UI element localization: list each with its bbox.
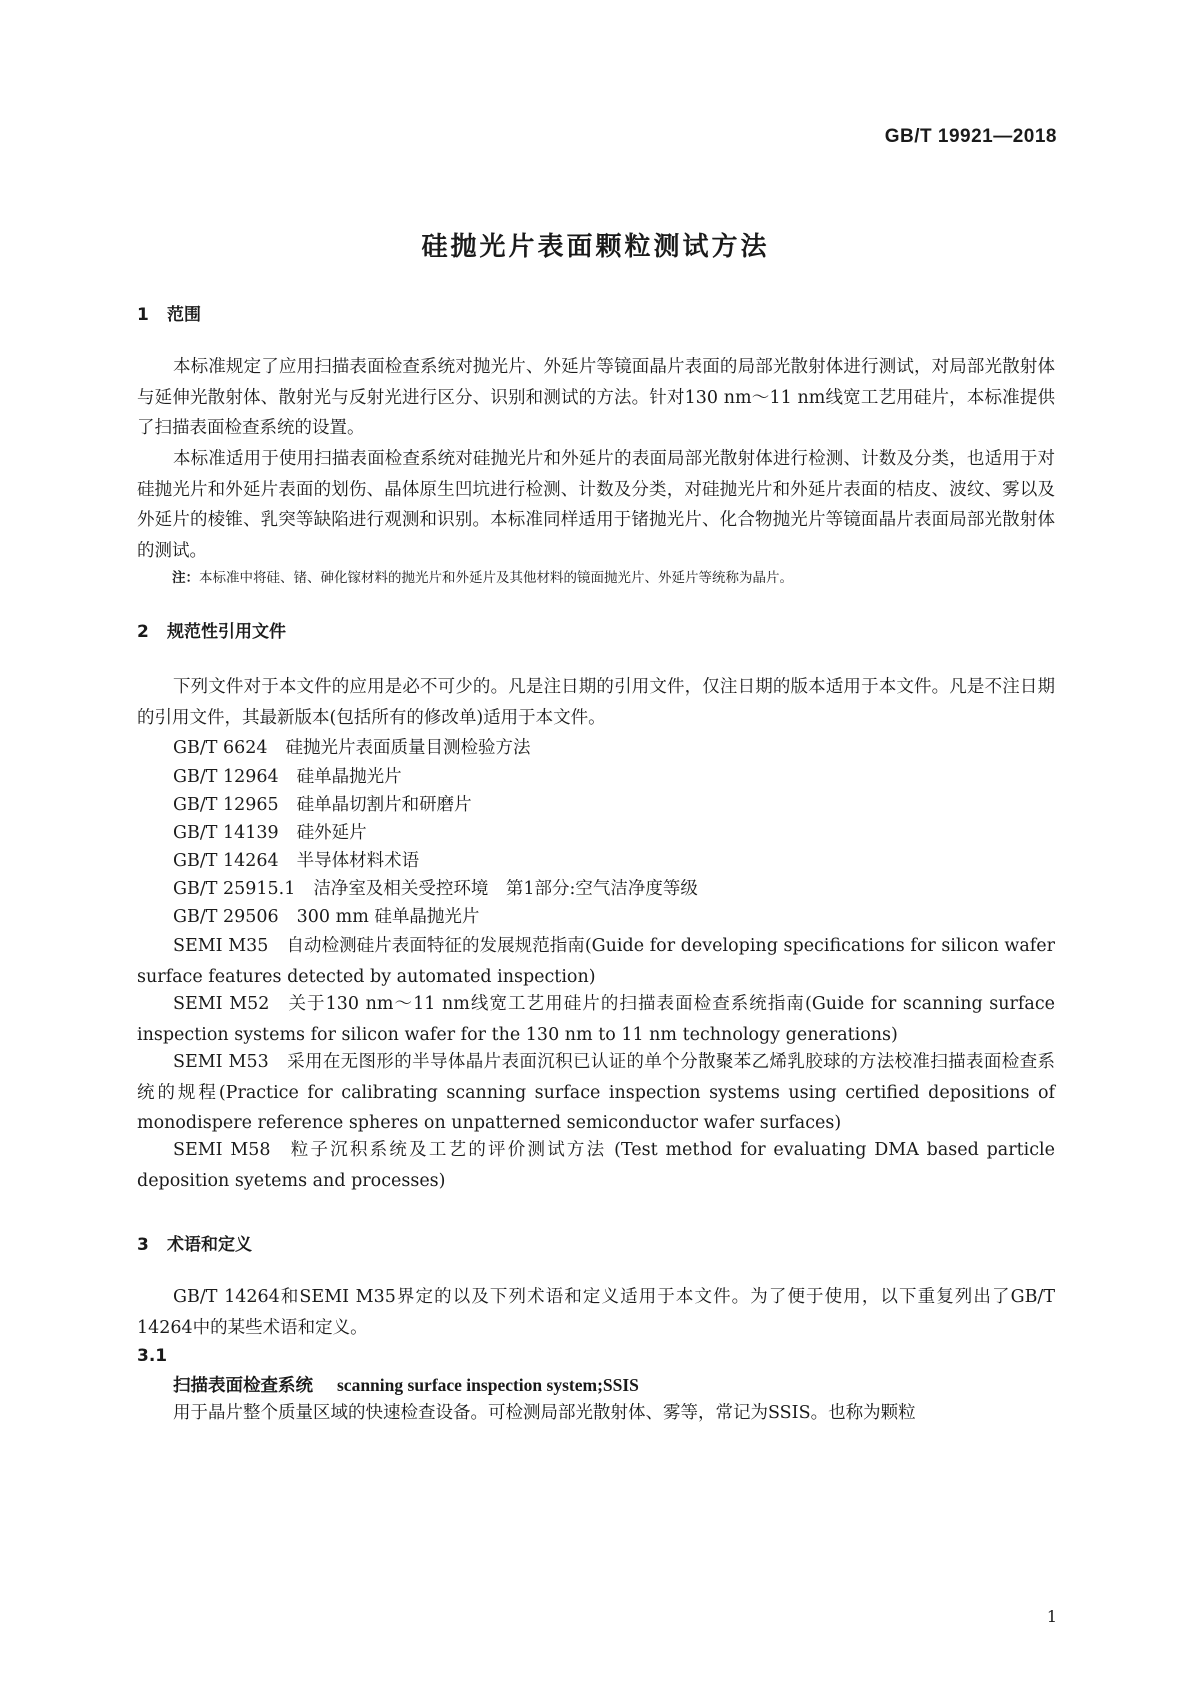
reference-title: 采用在无图形的半导体晶片表面沉积已认证的单个分散聚苯乙烯乳胶球的方法校准扫描表面检查系统的规程(Practice for calibrating scanning surface inspection systems using certified depositions of monodispere reference spheres on unpatterned semiconductor wafer surfaces) bbox=[137, 1052, 1055, 1133]
term-number: 3.1 bbox=[137, 1346, 168, 1366]
reference-item bbox=[137, 846, 1055, 877]
section-1-heading bbox=[137, 300, 201, 325]
section-2-heading bbox=[137, 617, 286, 642]
scope-note bbox=[172, 566, 793, 586]
reference-code: GB/T 29506 bbox=[173, 907, 279, 927]
reference-code: GB/T 14139 bbox=[173, 823, 279, 843]
reference-item bbox=[137, 733, 1055, 764]
reference-item bbox=[137, 874, 1055, 905]
reference-item bbox=[137, 902, 1055, 933]
reference-item bbox=[137, 790, 1055, 821]
section-3-heading bbox=[137, 1230, 252, 1255]
reference-title: 300 mm 硅单晶抛光片 bbox=[296, 907, 480, 927]
reference-title: 半导体材料术语 bbox=[296, 851, 420, 871]
term-name-chinese: 扫描表面检查系统 bbox=[173, 1376, 313, 1396]
reference-item bbox=[137, 762, 1055, 793]
section-number: 3 bbox=[137, 1235, 149, 1255]
term-name-english: scanning surface inspection system;SSIS bbox=[337, 1375, 639, 1395]
reference-code: SEMI M58 bbox=[173, 1140, 271, 1160]
reference-code: GB/T 25915.1 bbox=[173, 879, 296, 899]
reference-title: 自动检测硅片表面特征的发展规范指南(Guide for developing specifications for silicon wafer surface features detected by automated inspection) bbox=[137, 936, 1055, 987]
reference-item bbox=[137, 1135, 1055, 1196]
section-title: 规范性引用文件 bbox=[167, 622, 286, 642]
reference-code: GB/T 12964 bbox=[173, 767, 279, 787]
section-number: 1 bbox=[137, 305, 149, 325]
reference-item bbox=[137, 931, 1055, 992]
reference-code: SEMI M35 bbox=[173, 936, 269, 956]
reference-code: GB/T 6624 bbox=[173, 738, 268, 758]
scope-paragraph-1: 本标准规定了应用扫描表面检查系统对抛光片、外延片等镜面晶片表面的局部光散射体进行测试，对局部光散射体与延伸光散射体、散射光与反射光进行区分、识别和测试的方法。针对130 nm～11 nm线宽工艺用硅片，本标准提供了扫描表面检查系统的设置。 bbox=[137, 357, 1055, 438]
standard-number: GB/T 19921—2018 bbox=[884, 126, 1057, 147]
reference-title: 硅单晶抛光片 bbox=[296, 767, 402, 787]
reference-code: SEMI M52 bbox=[173, 994, 270, 1014]
references-intro: 下列文件对于本文件的应用是必不可少的。凡是注日期的引用文件，仅注日期的版本适用于本文件。凡是不注日期的引用文件，其最新版本(包括所有的修改单)适用于本文件。 bbox=[137, 677, 1055, 728]
terms-intro: GB/T 14264和SEMI M35界定的以及下列术语和定义适用于本文件。为了便于使用，以下重复列出了GB/T 14264中的某些术语和定义。 bbox=[137, 1287, 1055, 1338]
section-title: 术语和定义 bbox=[167, 1235, 252, 1255]
reference-code: GB/T 12965 bbox=[173, 795, 279, 815]
reference-code: GB/T 14264 bbox=[173, 851, 279, 871]
reference-title: 硅单晶切割片和研磨片 bbox=[296, 795, 472, 815]
reference-item bbox=[137, 1047, 1055, 1139]
term-definition: 用于晶片整个质量区域的快速检查设备。可检测局部光散射体、雾等，常记为SSIS。也称为颗粒 bbox=[173, 1403, 916, 1423]
note-text: 本标准中将硅、锗、砷化镓材料的抛光片和外延片及其他材料的镜面抛光片、外延片等统称为晶片。 bbox=[199, 570, 793, 586]
reference-title: 关于130 nm～11 nm线宽工艺用硅片的扫描表面检查系统指南(Guide for scanning surface inspection systems for silicon wafer for the 130 nm to 11 nm technology generations) bbox=[137, 994, 1055, 1045]
reference-title: 硅抛光片表面质量目测检验方法 bbox=[285, 738, 531, 758]
reference-item bbox=[137, 989, 1055, 1050]
section-title: 范围 bbox=[167, 305, 201, 325]
note-label: 注： bbox=[172, 570, 199, 586]
page-number: 1 bbox=[1046, 1607, 1057, 1626]
scope-paragraph-2: 本标准适用于使用扫描表面检查系统对硅抛光片和外延片的表面局部光散射体进行检测、计数及分类，也适用于对硅抛光片和外延片表面的划伤、晶体原生凹坑进行检测、计数及分类，对硅抛光片和外延片表面的桔皮、波纹、雾以及外延片的棱锥、乳突等缺陷进行观测和识别。本标准同样适用于锗抛光片、化合物抛光片等镜面晶片表面局部光散射体的测试。 bbox=[137, 449, 1055, 561]
term-heading bbox=[173, 1372, 639, 1397]
reference-title: 硅外延片 bbox=[296, 823, 367, 843]
document-title: 硅抛光片表面颗粒测试方法 bbox=[421, 232, 770, 262]
reference-item bbox=[137, 818, 1055, 849]
reference-code: SEMI M53 bbox=[173, 1052, 269, 1072]
section-number: 2 bbox=[137, 622, 149, 642]
reference-title: 粒子沉积系统及工艺的评价测试方法 (Test method for evaluating DMA based particle deposition syetems and processes) bbox=[137, 1140, 1055, 1191]
reference-title: 洁净室及相关受控环境 第1部分:空气洁净度等级 bbox=[313, 879, 698, 899]
